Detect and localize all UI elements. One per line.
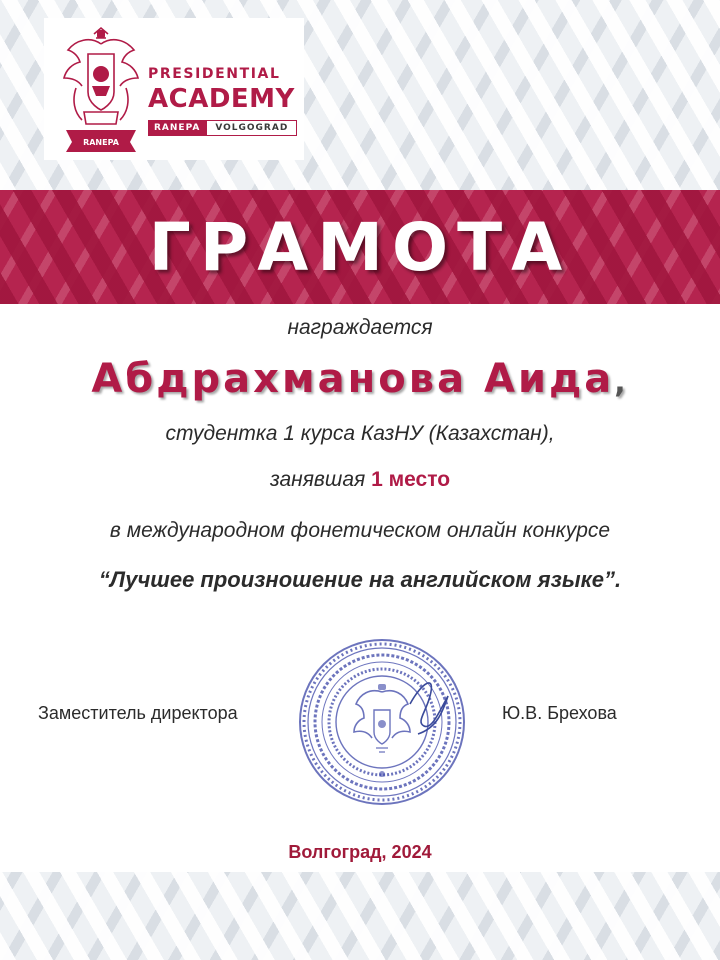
emblem-ribbon-text: RANEPA (83, 138, 119, 147)
contest-name: “Лучшее произношение на английском языке”. (98, 567, 622, 592)
certificate-title: ГРАМОТА (148, 208, 572, 286)
bottom-pattern-background (0, 872, 720, 960)
recipient-name-comma: , (614, 365, 629, 400)
academy-logo (44, 18, 304, 160)
place-value: 1 место (371, 468, 451, 491)
logo-tag-row (148, 120, 298, 136)
signatory-title: Заместитель директора (38, 703, 238, 723)
official-stamp-icon (290, 634, 478, 810)
emblem-icon (56, 26, 146, 154)
title-banner (0, 190, 720, 304)
place-and-date: Волгоград, 2024 (288, 842, 432, 862)
place-line (0, 468, 720, 492)
signatory-name: Ю.В. Брехова (502, 703, 617, 723)
logo-tag-ranepa: RANEPA (148, 120, 206, 136)
logo-tag-city: VOLGOGRAD (206, 120, 297, 136)
logo-line-presidential: PRESIDENTIAL (148, 66, 281, 82)
contest-description: в международном фонетическом онлайн конкурсе (109, 519, 611, 542)
recipient-name-text: Абдрахманова Аида (91, 356, 615, 402)
logo-line-academy: ACADEMY (148, 84, 295, 114)
awarded-label: награждается (287, 316, 433, 339)
recipient-name (0, 356, 720, 402)
academy-wordmark (148, 66, 298, 136)
place-prefix: занявшая (269, 468, 372, 491)
recipient-description: студентка 1 курса КазНУ (Казахстан), (165, 422, 555, 445)
